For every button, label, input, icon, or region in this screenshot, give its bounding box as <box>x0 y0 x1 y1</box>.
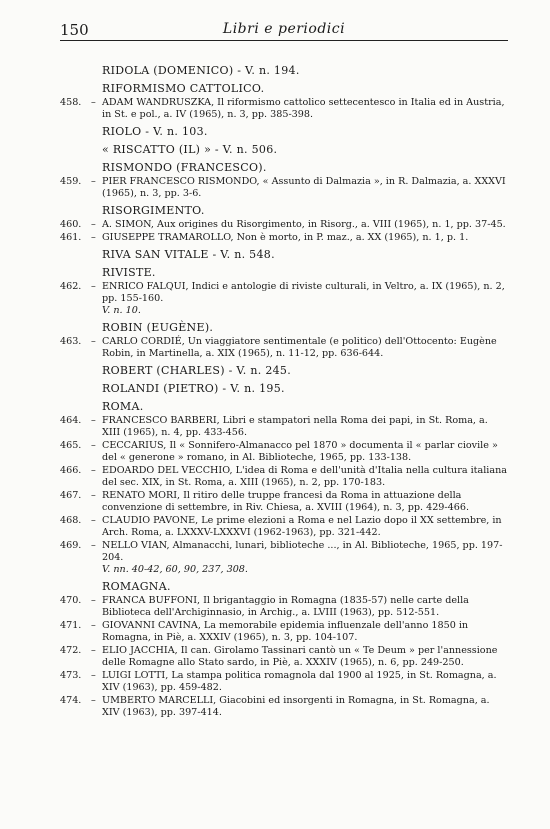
entry-dash: – <box>91 670 96 681</box>
entry-text: NELLO VIAN, Almanacchi, lunari, biblioteche ..., in Al. Biblioteche, 1965, pp. 197-204. <box>102 540 503 563</box>
bibliography-entry <box>60 97 508 121</box>
see-also: V. n. 10. <box>102 305 141 316</box>
running-title: Libri e periodici <box>222 21 346 37</box>
entry-number: 465. <box>60 440 82 451</box>
subject-heading: ROMAGNA. <box>102 580 171 593</box>
entry-dash: – <box>91 219 96 230</box>
subject-heading: RISORGIMENTO. <box>102 204 205 217</box>
bibliography-entry <box>60 620 508 644</box>
entry-number: 473. <box>60 670 82 681</box>
entry-text: ADAM WANDRUSZKA, Il riformismo cattolico settecentesco in Italia ed in Austria, in St. e pol., a. IV (1965), n. 3, pp. 385-398. <box>102 97 505 120</box>
subject-heading: ROMA. <box>102 400 144 413</box>
bibliography-entry <box>60 595 508 619</box>
entry-number: 463. <box>60 336 82 347</box>
entry-text: ELIO JACCHIA, Il can. Girolamo Tassinari cantò un « Te Deum » per l'annessione delle Romagne allo Stato sardo, in Piè, a. XXXIV (1965), n. 6, pp. 249-250. <box>102 645 498 668</box>
entry-number: 472. <box>60 645 82 656</box>
bibliography-list <box>60 60 508 719</box>
bibliography-entry <box>60 465 508 489</box>
bibliography-entry <box>60 176 508 200</box>
entry-text: FRANCESCO BARBERI, Libri e stampatori nella Roma dei papi, in St. Roma, a. XIII (1965), n. 4, pp. 433-456. <box>102 415 488 438</box>
see-also: V. nn. 40-42, 60, 90, 237, 308. <box>102 564 248 575</box>
entry-dash: – <box>91 97 96 108</box>
entry-number: 466. <box>60 465 82 476</box>
bibliography-entry <box>60 515 508 539</box>
bibliography-entry <box>60 540 508 564</box>
entry-number: 461. <box>60 232 82 243</box>
bibliography-entry <box>60 415 508 439</box>
entry-dash: – <box>91 620 96 631</box>
subject-heading: RIVISTE. <box>102 266 156 279</box>
entry-dash: – <box>91 465 96 476</box>
subject-heading: RIOLO - V. n. 103. <box>102 125 208 138</box>
entry-number: 468. <box>60 515 82 526</box>
entry-dash: – <box>91 490 96 501</box>
entry-number: 464. <box>60 415 82 426</box>
entry-dash: – <box>91 232 96 243</box>
subject-heading: ROLANDI (PIETRO) - V. n. 195. <box>102 382 285 395</box>
bibliography-entry <box>60 281 508 305</box>
bibliography-entry <box>60 645 508 669</box>
entry-dash: – <box>91 515 96 526</box>
entry-text: FRANCA BUFFONI, Il brigantaggio in Romagna (1835-57) nelle carte della Biblioteca dell'Archiginnasio, in Archig., a. LVIII (1963), pp. 512-551. <box>102 595 469 618</box>
entry-dash: – <box>91 176 96 187</box>
subject-heading: ROBERT (CHARLES) - V. n. 245. <box>102 364 292 377</box>
entry-dash: – <box>91 645 96 656</box>
entry-dash: – <box>91 281 96 292</box>
page-number: 150 <box>60 21 89 39</box>
entry-number: 474. <box>60 695 82 706</box>
entry-dash: – <box>91 415 96 426</box>
entry-number: 458. <box>60 97 82 108</box>
bibliography-entry <box>60 670 508 694</box>
subject-heading: ROBIN (EUGÈNE). <box>102 321 214 334</box>
entry-text: CARLO CORDIÉ, Un viaggiatore sentimentale (e politico) dell'Ottocento: Eugène Robin, in Martinella, a. XIX (1965), n. 11-12, pp. 636-644. <box>102 336 497 359</box>
entry-text: LUIGI LOTTI, La stampa politica romagnola dal 1900 al 1925, in St. Romagna, a. XIV (1963), pp. 459-482. <box>102 670 497 693</box>
entry-text: RENATO MORI, Il ritiro delle truppe francesi da Roma in attuazione della convenzione di settembre, in Riv. Chiesa, a. XVIII (1964), n. 3, pp. 429-466. <box>102 490 470 513</box>
entry-dash: – <box>91 595 96 606</box>
entry-text: CLAUDIO PAVONE, Le prime elezioni a Roma e nel Lazio dopo il XX settembre, in Arch. Roma, a. LXXXV-LXXXVI (1962-1963), pp. 321-442. <box>102 515 502 538</box>
entry-text: CECCARIUS, Il « Sonnifero-Almanacco pel 1870 » documenta il « parlar ciovile » del « generone » romano, in Al. Biblioteche, 1965, pp. 133-138. <box>102 440 498 463</box>
bibliography-entry <box>60 440 508 464</box>
entry-text: PIER FRANCESCO RISMONDO, « Assunto di Dalmazia », in R. Dalmazia, a. XXXVI (1965), n. 3, pp. 3-6. <box>102 176 506 199</box>
entry-number: 470. <box>60 595 82 606</box>
entry-dash: – <box>91 540 96 551</box>
entry-dash: – <box>91 336 96 347</box>
bibliography-entry <box>60 219 508 231</box>
subject-heading: RISMONDO (FRANCESCO). <box>102 161 267 174</box>
bibliography-entry <box>60 695 508 719</box>
subject-heading: RIVA SAN VITALE - V. n. 548. <box>102 248 275 261</box>
entry-number: 467. <box>60 490 82 501</box>
bibliography-entry <box>60 490 508 514</box>
bibliography-entry <box>60 232 508 244</box>
entry-number: 462. <box>60 281 82 292</box>
entry-number: 459. <box>60 176 82 187</box>
entry-number: 469. <box>60 540 82 551</box>
entry-text: UMBERTO MARCELLI, Giacobini ed insorgenti in Romagna, in St. Romagna, a. XIV (1963), pp. 397-414. <box>102 695 490 718</box>
bibliography-entry <box>60 336 508 360</box>
subject-heading: « RISCATTO (IL) » - V. n. 506. <box>102 143 278 156</box>
entry-dash: – <box>91 440 96 451</box>
entry-number: 471. <box>60 620 82 631</box>
entry-text: ENRICO FALQUI, Indici e antologie di riviste culturali, in Veltro, a. IX (1965), n. 2, pp. 155-160. <box>102 281 505 304</box>
entry-number: 460. <box>60 219 82 230</box>
entry-text: GIOVANNI CAVINA, La memorabile epidemia influenzale dell'anno 1850 in Romagna, in Piè, a. XXXIV (1965), n. 3, pp. 104-107. <box>102 620 469 643</box>
subject-heading: RIDOLA (DOMENICO) - V. n. 194. <box>102 64 300 77</box>
entry-text: A. SIMON, Aux origines du Risorgimento, in Risorg., a. VIII (1965), n. 1, pp. 37-45. <box>102 219 506 230</box>
entry-text: EDOARDO DEL VECCHIO, L'idea di Roma e dell'unità d'Italia nella cultura italiana del sec. XIX, in St. Roma, a. XIII (1965), n. 2, pp. 170-183. <box>102 465 507 488</box>
entry-dash: – <box>91 695 96 706</box>
subject-heading: RIFORMISMO CATTOLICO. <box>102 82 265 95</box>
page-header <box>60 18 508 41</box>
entry-text: GIUSEPPE TRAMAROLLO, Non è morto, in P. maz., a. XX (1965), n. 1, p. 1. <box>102 232 469 243</box>
